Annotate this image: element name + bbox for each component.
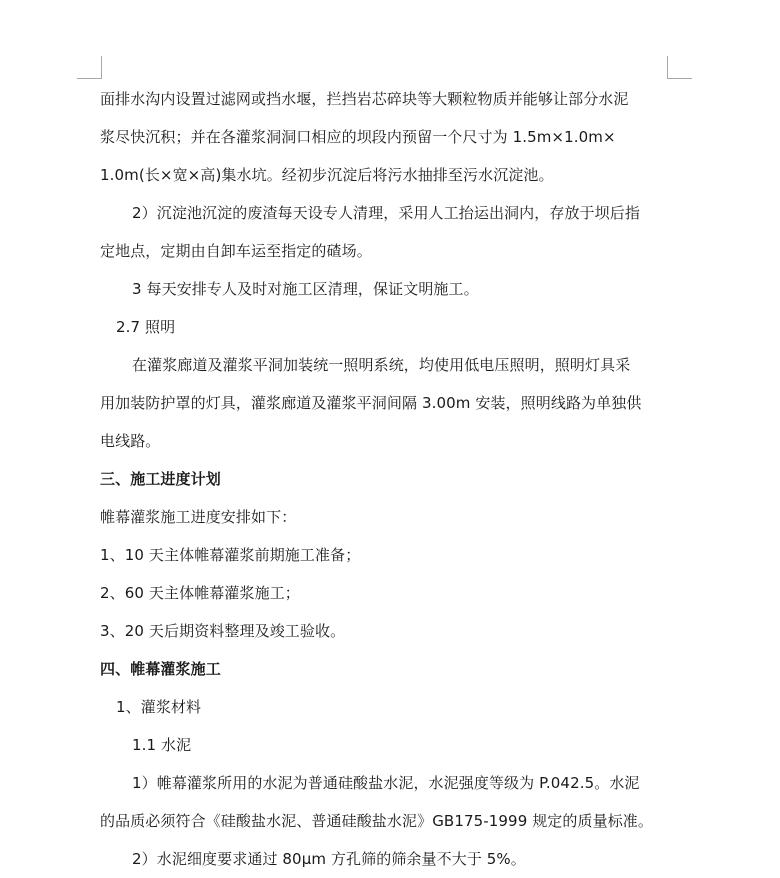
subheading: 1、灌浆材料 [116, 698, 202, 716]
body-line: 1.0m(长×宽×高)集水坑。经初步沉淀后将污水抽排至污水沉淀池。 [100, 166, 554, 184]
body-line: 定地点，定期由自卸车运至指定的碴场。 [100, 242, 372, 260]
body-line: 帷幕灌浆施工进度安排如下： [100, 508, 297, 526]
body-line: 2）水泥细度要求通过 80μm 方孔筛的筛余量不大于 5%。 [132, 850, 526, 868]
list-item: 2、60 天主体帷幕灌浆施工； [100, 584, 300, 602]
crop-mark-top-left [77, 56, 102, 79]
list-item: 3、20 天后期资料整理及竣工验收。 [100, 622, 346, 640]
list-item: 1、10 天主体帷幕灌浆前期施工准备； [100, 546, 361, 564]
body-line: 在灌浆廊道及灌浆平洞加装统一照明系统，均使用低电压照明，照明灯具采 [132, 356, 631, 374]
body-line: 电线路。 [100, 432, 161, 450]
body-line: 浆尽快沉积；并在各灌浆洞洞口相应的坝段内预留一个尺寸为 1.5m×1.0m× [100, 128, 616, 146]
subheading: 2.7 照明 [116, 318, 176, 336]
body-line: 3 每天安排专人及时对施工区清理，保证文明施工。 [132, 280, 479, 298]
section-heading: 四、帷幕灌浆施工 [100, 660, 221, 678]
body-line: 的品质必须符合《硅酸盐水泥、普通硅酸盐水泥》GB175-1999 规定的质量标准。 [100, 812, 654, 830]
body-line: 用加装防护罩的灯具，灌浆廊道及灌浆平洞间隔 3.00m 安装，照明线路为单独供 [100, 394, 642, 412]
body-line: 1）帷幕灌浆所用的水泥为普通硅酸盐水泥，水泥强度等级为 P.042.5。水泥 [132, 774, 640, 792]
subheading: 1.1 水泥 [132, 736, 192, 754]
section-heading: 三、施工进度计划 [100, 470, 221, 488]
body-line: 面排水沟内设置过滤网或挡水堰，拦挡岩芯碎块等大颗粒物质并能够让部分水泥 [100, 90, 629, 108]
crop-mark-top-right [667, 56, 692, 79]
body-line: 2）沉淀池沉淀的废渣每天设专人清理，采用人工抬运出洞内，存放于坝后指 [132, 204, 640, 222]
